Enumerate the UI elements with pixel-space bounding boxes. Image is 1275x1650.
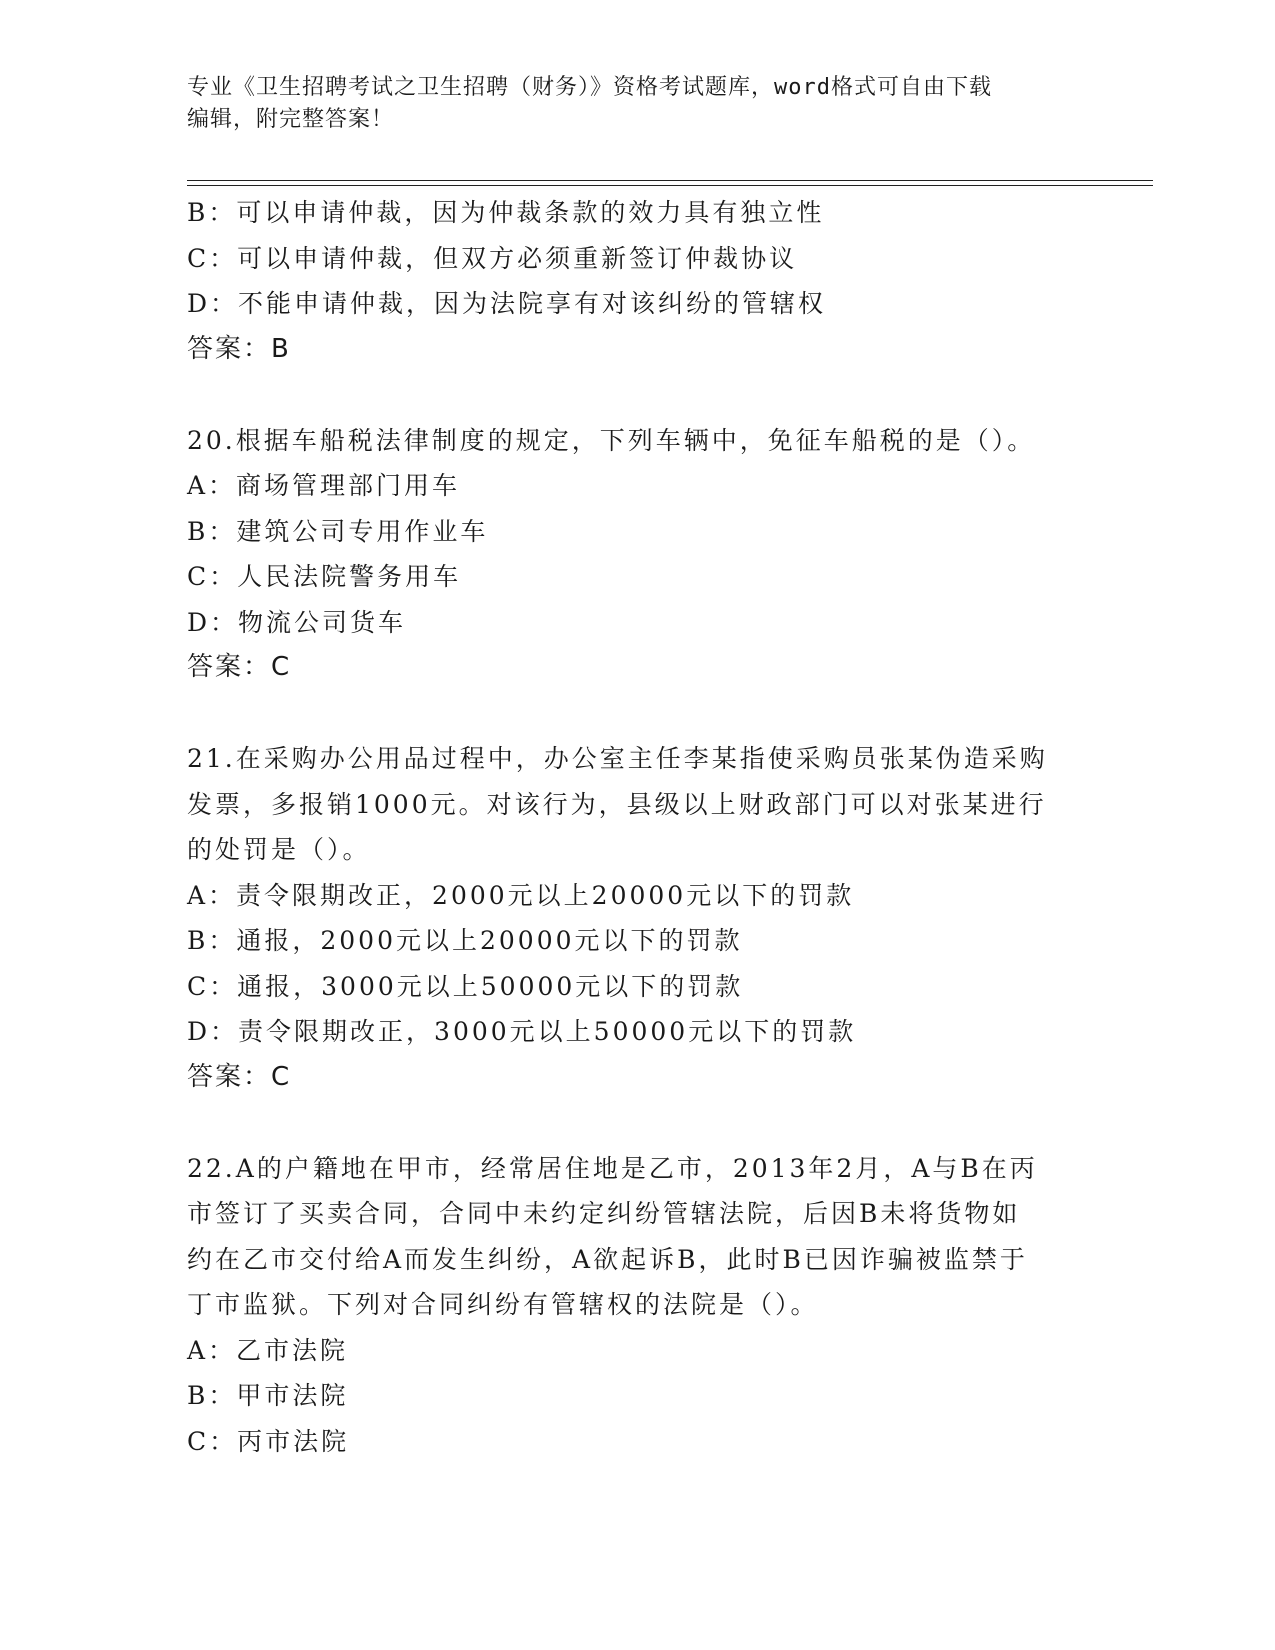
- option-c: C：丙市法院: [187, 1426, 350, 1456]
- question-list: [187, 190, 1087, 1464]
- question-stem-line-2: 市签订了买卖合同，合同中未约定纠纷管辖法院，后因B未将货物如: [187, 1199, 1021, 1228]
- option-d: D：不能申请仲裁，因为法院享有对该纠纷的管辖权: [187, 289, 827, 318]
- question-19: [187, 190, 1087, 372]
- header-title-line-2: 编辑，附完整答案！: [187, 107, 395, 132]
- answer: 答案：B: [187, 333, 291, 364]
- option-c: C：可以申请仲裁，但双方必须重新签订仲裁协议: [187, 243, 798, 273]
- question-stem-line-2: 发票，多报销1000元。对该行为，县级以上财政部门可以对张某进行: [187, 789, 1047, 819]
- spacer: [187, 372, 1087, 418]
- option-b: B：通报，2000元以上20000元以下的罚款: [187, 926, 743, 955]
- header-title-line-1: 专业《卫生招聘考试之卫生招聘（财务）》资格考试题库，word格式可自由下载: [187, 75, 992, 100]
- option-b: B：建筑公司专用作业车: [187, 516, 489, 546]
- option-a: A：责令限期改正，2000元以上20000元以下的罚款: [187, 880, 855, 910]
- option-d: D：物流公司货车: [187, 607, 407, 637]
- option-a: A：乙市法院: [187, 1335, 349, 1365]
- question-stem-line-1: 22.A的户籍地在甲市，经常居住地是乙市，2013年2月，A与B在丙: [187, 1153, 1038, 1183]
- option-c: C：通报，3000元以上50000元以下的罚款: [187, 971, 744, 1001]
- option-c: C：人民法院警务用车: [187, 562, 462, 591]
- answer: 答案：C: [187, 1061, 292, 1092]
- option-b: B：甲市法院: [187, 1381, 349, 1410]
- document-header: [187, 72, 1077, 136]
- question-stem-line-3: 的处罚是（）。: [187, 835, 371, 864]
- spacer: [187, 1100, 1087, 1146]
- question-stem-line-4: 丁市监狱。下列对合同纠纷有管辖权的法院是（）。: [187, 1290, 819, 1319]
- option-b: B：可以申请仲裁，因为仲裁条款的效力具有独立性: [187, 198, 825, 227]
- option-a: A：商场管理部门用车: [187, 471, 461, 500]
- question-20: [187, 418, 1087, 691]
- question-21: [187, 736, 1087, 1100]
- question-stem-line-3: 约在乙市交付给A而发生纠纷，A欲起诉B，此时B已因诈骗被监禁于: [187, 1244, 1028, 1274]
- spacer: [187, 691, 1087, 737]
- question-stem: 20.根据车船税法律制度的规定，下列车辆中，免征车船税的是（）。: [187, 425, 1036, 455]
- header-divider: [187, 180, 1153, 186]
- question-stem-line-1: 21.在采购办公用品过程中，办公室主任李某指使采购员张某伪造采购: [187, 744, 1048, 773]
- option-d: D：责令限期改正，3000元以上50000元以下的罚款: [187, 1017, 857, 1046]
- question-22: [187, 1146, 1087, 1465]
- answer: 答案：C: [187, 652, 292, 682]
